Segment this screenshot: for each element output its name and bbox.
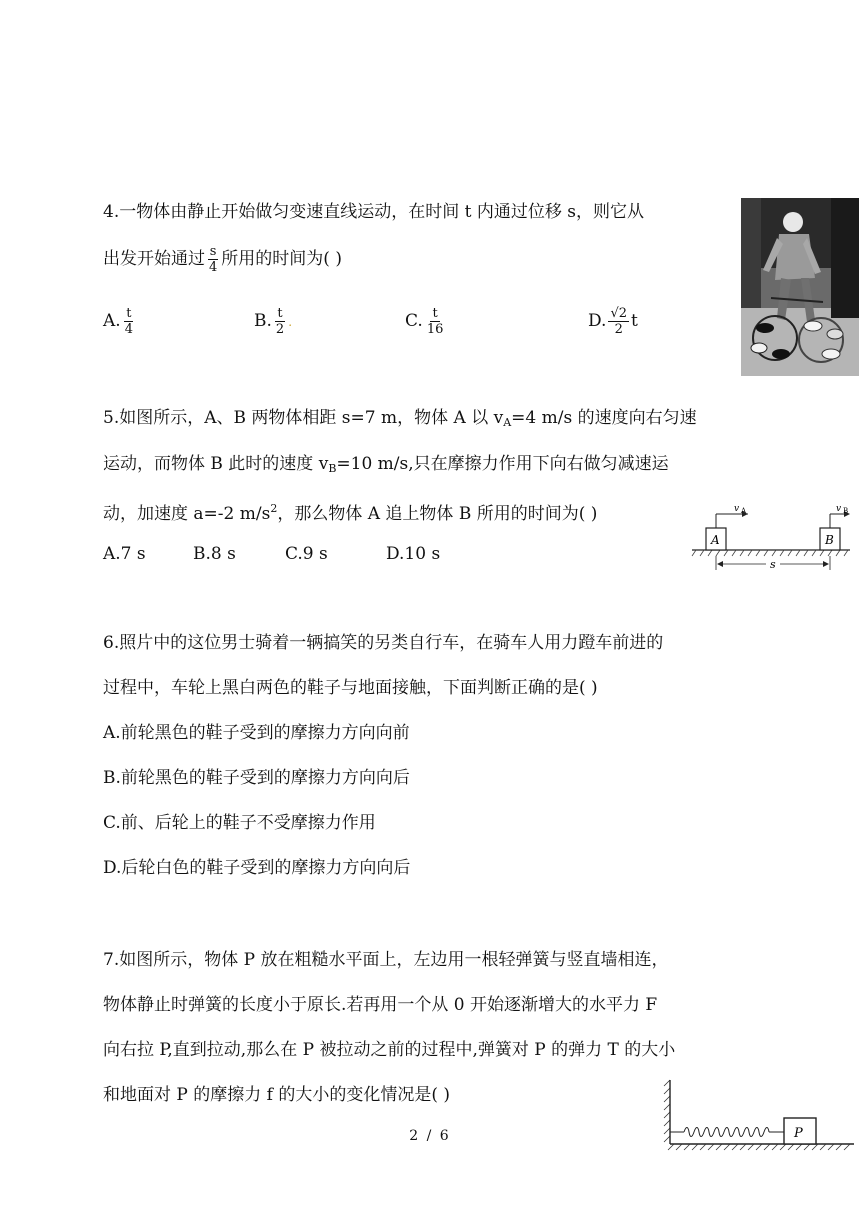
q6-option-b: B.前轮黑色的鞋子受到的摩擦力方向向后 bbox=[103, 768, 410, 788]
fraction-s-over-4: $\frac{s}{4}$ bbox=[209, 244, 218, 275]
label-vb: v bbox=[836, 504, 842, 514]
q5-figure bbox=[690, 504, 852, 576]
q5-option-c: C.9 s bbox=[285, 544, 328, 564]
q5-option-a: A.7 s bbox=[103, 544, 146, 564]
q4-line1: 4.一物体由静止开始做匀变速直线运动，在时间 t 内通过位移 s，则它从 bbox=[103, 202, 644, 222]
label-p: P bbox=[794, 1126, 803, 1141]
q7-line3: 向右拉 P,直到拉动,那么在 P 被拉动之前的过程中,弹簧对 P 的弹力 T 的大小 bbox=[103, 1040, 676, 1060]
q5-line1: 5.如图所示，A、B 两物体相距 s=7 m，物体 A 以 $v_A=4$ m/s 的速度向右匀速 bbox=[103, 408, 697, 429]
label-vb-sub: B bbox=[843, 507, 849, 515]
q6-option-d: D.后轮白色的鞋子受到的摩擦力方向向后 bbox=[103, 858, 411, 878]
q7-line2: 物体静止时弹簧的长度小于原长.若再用一个从 0 开始逐渐增大的水平力 F bbox=[103, 995, 658, 1015]
q5-line3: 动，加速度 a=-2 $m/s^2$，那么物体 A 追上物体 B 所用的时间为( ) bbox=[103, 502, 598, 524]
q6-line2: 过程中，车轮上黑白两色的鞋子与地面接触，下面判断正确的是( ) bbox=[103, 678, 598, 698]
label-a: A bbox=[711, 533, 720, 547]
q5-line2: 运动，而物体 B 此时的速度 $v_B=10$ m/s,只在摩擦力作用下向右做匀减速运 bbox=[103, 454, 669, 475]
q5-option-b: B.8 s bbox=[193, 544, 236, 564]
q4-option-d: D. $\frac{√2}{2}$ t bbox=[588, 306, 638, 337]
label-s: s bbox=[770, 558, 776, 571]
label-va-sub: A bbox=[741, 507, 747, 515]
q6-option-c: C.前、后轮上的鞋子不受摩擦力作用 bbox=[103, 813, 376, 833]
q7-line1: 7.如图所示，物体 P 放在粗糙水平面上，左边用一根轻弹簧与竖直墙相连， bbox=[103, 950, 669, 970]
q4-option-c: C. $\frac{t}{16}$ bbox=[405, 306, 444, 337]
label-va: v bbox=[734, 504, 740, 514]
q4-line2: 出发开始通过 $\frac{s}{4}$ 所用的时间为( ) bbox=[103, 244, 342, 275]
q4-option-b: B. $\frac{t}{2}$ . bbox=[254, 306, 293, 337]
q4-option-a: A. $\frac{t}{4}$ bbox=[103, 306, 133, 337]
q6-line1: 6.照片中的这位男士骑着一辆搞笑的另类自行车，在骑车人用力蹬车前进的 bbox=[103, 633, 664, 653]
page-number: 2 / 6 bbox=[409, 1128, 451, 1144]
bicycle-photo bbox=[741, 198, 859, 376]
q5-option-d: D.10 s bbox=[386, 544, 441, 564]
q6-option-a: A.前轮黑色的鞋子受到的摩擦力方向向前 bbox=[103, 723, 410, 743]
q7-line4: 和地面对 P 的摩擦力 f 的大小的变化情况是( ) bbox=[103, 1085, 451, 1105]
label-b: B bbox=[825, 533, 834, 547]
